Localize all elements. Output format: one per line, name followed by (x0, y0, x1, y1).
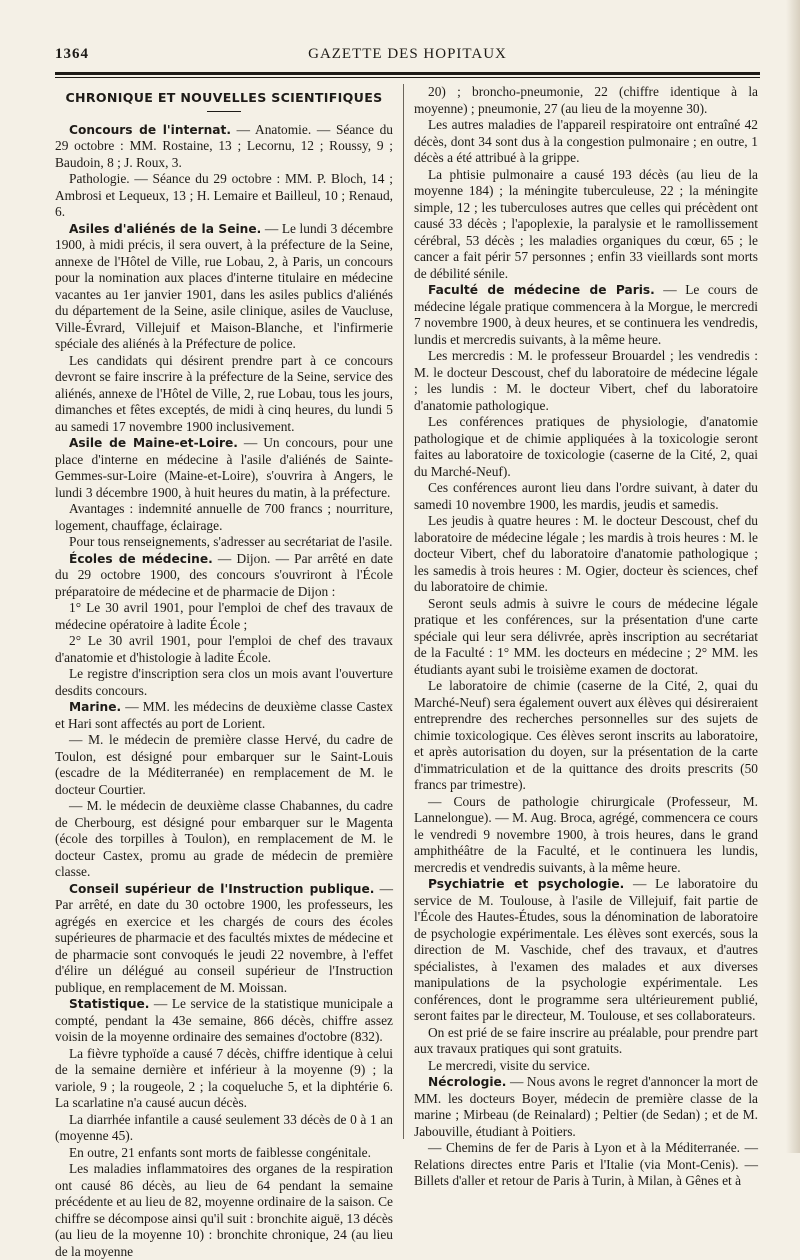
article-paragraph (414, 167, 758, 283)
article-text: — Le lundi 3 décembre 1900, à midi précis, il sera ouvert, à la préfecture de la Seine, annexe de l'Hôtel de Ville, rue Lobau, 2, à Paris, un concours pour la nomination aux places d'interne titulaire en médecine vacantes au 1er janvier 1901, dans les asiles publics d'aliénés du département de la Seine, asile clinique, asiles de Vaucluse, Ville-Évrard, Villejuif et Maison-Blanche, et l'infirmerie spéciale des aliénés à la Préfecture de police. (55, 220, 394, 351)
article-paragraph (55, 501, 393, 534)
article-paragraph (55, 633, 393, 666)
article-paragraph (55, 551, 393, 601)
article-text: Les autres maladies de l'appareil respiratoire ont entraîné 42 décès, dont 34 sont dus à la congestion pulmonaire ; en outre, 1 décès a été attribué à la grippe. (414, 117, 758, 165)
article-heading: Concours de l'internat. (69, 122, 231, 137)
article-text: Les jeudis à quatre heures : M. le docteur Descoust, chef du laboratoire de médecine légale ; les mardis à trois heures : M. le docteur Vibert, chef du laboratoire d'anatomie pathologique ; les samedis à trois heures : M. Ogier, docteur ès sciences, chef du laboratoire de chimie. (414, 513, 758, 594)
left-column (55, 84, 394, 1259)
article-heading: Nécrologie. (428, 1075, 507, 1089)
journal-title: GAZETTE DES HOPITAUX (308, 46, 507, 62)
section-title: CHRONIQUE ET NOUVELLES SCIENTIFIQUES (65, 90, 383, 105)
article-paragraph (414, 117, 758, 167)
article-heading: Faculté de médecine de Paris. (428, 283, 655, 297)
article-paragraph (55, 699, 393, 732)
column-divider (403, 84, 404, 1139)
article-paragraph (55, 881, 393, 997)
article-heading: Écoles de médecine. (69, 551, 213, 566)
article-text: Ces conférences auront lieu dans l'ordre suivant, à dater du samedi 10 novembre 1900, les mardis, jeudis et samedis. (414, 480, 758, 512)
article-heading: Asile de Maine-et-Loire. (69, 436, 238, 450)
article-text: La fièvre typhoïde a causé 7 décès, chiffre identique à celui de la semaine dernière et inférieur à la moyenne (9) ; la variole, 9 ; la rougeole, 2 ; la coqueluche 5, et la diphtérie 6. La scarlatine n'a causé aucun décès. (55, 1045, 393, 1110)
article-paragraph (414, 1025, 758, 1058)
article-text: — Nous avons le regret d'annoncer la mort de MM. les docteurs Boyer, médecin de première classe de la marine ; Mirbeau (de Reinalard) ; Peltier (de Sedan) ; et de M. Jabouville, étudiant à Poitiers. (414, 1074, 758, 1139)
article-heading: Marine. (69, 700, 122, 714)
article-text: Les conférences pratiques de physiologie, d'anatomie pathologique et de chimie appliquées à la toxicologie seront faites au laboratoire de toxicologie (caserne de la Cité, 2, quai du Marché-Neuf). (414, 414, 758, 479)
article-text: On est prié de se faire inscrire au préalable, pour prendre part aux travaux pratiques qui sont gratuits. (414, 1024, 758, 1056)
article-text: Le registre d'inscription sera clos un mois avant l'ouverture desdits concours. (55, 666, 393, 698)
article-text: — Cours de pathologie chirurgicale (Professeur, M. Lannelongue). — M. Aug. Broca, agrégé, commencera ce cours le vendredi 9 novembre 1900, à trois heures, dans le grand amphithéâtre de la Faculté, et le continuera les lundis, mercredis et vendredis suivants, à la même heure. (414, 793, 758, 875)
article-heading: Psychiatrie et psychologie. (428, 877, 625, 891)
article-text: — Un concours, pour une place d'interne en médecine à l'asile d'aliénés de Sainte-Gemmes-sur-Loire (Maine-et-Loire), s'ouvrira à Angers, le lundi 3 décembre 1900, à huit heures du matin, à la préfecture. (55, 435, 394, 500)
article-paragraph (414, 84, 758, 117)
page-number: 1364 (55, 46, 89, 62)
article-paragraph (55, 732, 393, 798)
article-text: Avantages : indemnité annuelle de 700 francs ; nourriture, logement, chauffage, éclairage. (55, 501, 393, 533)
article-paragraph (55, 1046, 393, 1112)
article-paragraph (55, 666, 393, 699)
article-paragraph (414, 794, 758, 877)
article-paragraph (414, 348, 758, 414)
article-paragraph (55, 122, 393, 172)
article-text: — Chemins de fer de Paris à Lyon et à la Méditerranée. — Relations directes entre Paris et l'Italie (via Mont-Cenis). — Billets d'aller et retour de Paris à Turin, à Milan, à Gênes et à (414, 1140, 758, 1188)
article-heading: Statistique. (69, 997, 150, 1011)
article-heading: Conseil supérieur de l'Instruction publique. (69, 881, 375, 896)
article-text: Le laboratoire de chimie (caserne de la Cité, 2, quai du Marché-Neuf) sera également ouvert aux élèves qui désireraient entreprendre des recherches personnelles sur des sujets de chimie toxicologique. Ces élèves seront inscrits au laboratoire, et après autorisation du doyen, sur la présentation de la carte d'immatriculation et de la quittance des droits prescrits (50 francs par trimestre). (414, 678, 758, 792)
article-text: 1° Le 30 avril 1901, pour l'emploi de chef des travaux de médecine opératoire à ladite École ; (55, 600, 393, 632)
article-text: La phtisie pulmonaire a causé 193 décès (au lieu de la moyenne 184) ; la méningite tuberculeuse, 22 ; la méningite simple, 12 ; les tuberculoses autres que celles qui précèdent ont causé 33 décès ; l'apoplexie, la paralysie et le ramollissement cérébral, 53 décès ; les maladies organiques du cœur, 65 ; le cancer a fait périr 57 personnes ; enfin 33 vieillards sont morts de débilité sénile. (414, 166, 758, 281)
article-paragraph (55, 435, 393, 501)
article-paragraph (414, 282, 758, 348)
article-text: — Anatomie. — Séance du 29 octobre : MM. Rostaine, 13 ; Lecornu, 12 ; Roussy, 9 ; Baudoin, 8 ; J. Roux, 3. (55, 121, 393, 170)
article-paragraph (55, 798, 393, 881)
article-text: Les mercredis : M. le professeur Brouardel ; les vendredis : M. le docteur Descoust, chef du laboratoire de médecine légale ; les lundis : M. le docteur Vibert, chef du laboratoire d'anatomie pathologique. (414, 348, 758, 413)
article-paragraph (55, 1112, 393, 1145)
section-title-rule (207, 111, 241, 112)
article-paragraph (55, 221, 393, 353)
article-text: — M. le médecin de deuxième classe Chabannes, du cadre de Cherbourg, est désigné pour embarquer sur le Magenta (école des torpilles à Toulon), en remplacement de M. le docteur Castex, promu au grade de médecin de première classe. (55, 798, 393, 879)
article-text: 2° Le 30 avril 1901, pour l'emploi de chef des travaux d'anatomie et d'histologie à ladite École. (55, 633, 393, 665)
article-paragraph (414, 480, 758, 513)
article-paragraph (414, 1058, 758, 1075)
article-paragraph (414, 876, 758, 1025)
article-text: — M. le médecin de première classe Hervé, du cadre de Toulon, est désigné pour embarquer sur le Saint-Louis (escadre de la Méditerranée) en remplacement de M. le docteur Courtier. (55, 732, 393, 797)
article-paragraph (414, 1074, 758, 1140)
article-text: Seront seuls admis à suivre le cours de médecine légale pratique et les conférences, sur la présentation d'une carte spéciale qui leur sera délivrée, après inscription au secrétariat de la Faculté : 1° MM. les docteurs en médecine ; 2° MM. les étudiants ayant subi le troisième examen de doctorat. (414, 595, 758, 677)
article-paragraph (414, 1140, 758, 1190)
article-text: — Le cours de médecine légale pratique commencera à la Morgue, le mercredi 7 novembre 1900, à deux heures, et se continuera les vendredis, lundis et mercredis suivants, à la même heure. (414, 282, 758, 347)
article-paragraph (55, 1145, 393, 1162)
article-text: Pour tous renseignements, s'adresser au secrétariat de l'asile. (69, 534, 393, 549)
article-text: En outre, 21 enfants sont morts de faiblesse congénitale. (69, 1144, 371, 1160)
article-paragraph (55, 353, 393, 436)
article-paragraph (55, 1161, 393, 1260)
right-column (414, 84, 759, 1188)
article-paragraph (414, 596, 758, 679)
article-text: Les candidats qui désirent prendre part à ce concours devront se faire inscrire à la préfecture de la Seine, service des aliénés, annexe de l'Hôtel de Ville, 2, rue Lobau, tous les jours, dimanches et fêtes exceptés, de midi à cinq heures, du lundi 5 au samedi 17 novembre 1900 inclusivement. (55, 352, 393, 434)
article-text: Pathologie. — Séance du 29 octobre : MM. P. Bloch, 14 ; Ambrosi et Lequeux, 13 ; H. Lemaire et Bailleul, 10 ; Renaud, 6. (55, 171, 393, 219)
article-heading: Asiles d'aliénés de la Seine. (69, 221, 262, 236)
article-text: — Par arrêté, en date du 30 octobre 1900, les professeurs, les agrégés en exercice et les chargés de cours des écoles supérieures de pharmacie et des facultés mixtes de médecine et de pharmacie sont convoqués le jeudi 22 novembre, à l'effet d'élire un délégué au conseil supérieur de l'Instruction publique, en remplacement de M. Moissan. (55, 880, 393, 995)
header-rule-thick (55, 72, 760, 75)
article-text: — Le service de la statistique municipale a compté, pendant la 43e semaine, 866 décès, chiffre assez voisin de la moyenne ordinaire des semaines d'octobre (832). (55, 996, 393, 1044)
article-paragraph (55, 996, 393, 1046)
article-text: La diarrhée infantile a causé seulement 33 décès de 0 à 1 an (moyenne 45). (55, 1111, 393, 1143)
header-rule-thin (55, 77, 760, 78)
article-paragraph (414, 414, 758, 480)
article-text: Le mercredi, visite du service. (428, 1057, 591, 1073)
article-paragraph (55, 171, 393, 221)
article-text: Les maladies inflammatoires des organes de la respiration ont causé 86 décès, au lieu de 64 pendant la semaine précédente et au lieu de 82, moyenne ordinaire de la saison. Ce chiffre se décompose ainsi qu'il suit : bronchite aiguë, 13 décès (au lieu de la moyenne 10) : bronchite chronique, 24 (au lieu de la moyenne (55, 1161, 393, 1259)
article-text: — MM. les médecins de deuxième classe Castex et Hari sont affectés au port de Lorient. (55, 699, 393, 731)
article-paragraph (414, 513, 758, 596)
article-paragraph (414, 678, 758, 794)
article-text: — Le laboratoire du service de M. Toulouse, à l'asile de Villejuif, fait partie de l'École des Hautes-Études, sous la dénomination de laboratoire de psychologie expérimentale. Les élèves sont exercés, sous la direction de M. Vaschide, chef des travaux, et d'autres spécialistes, à l'examen des malades et aux diverses manipulations de la psychologie expérimentale. Les conférences, dont le programme sera ultérieurement publié, seront faites par le directeur, M. Toulouse, et ses collaborateurs. (414, 876, 759, 1023)
article-text: — Dijon. — Par arrêté en date du 29 octobre 1900, des concours s'ouvriront à l'École préparatoire de médecine et de pharmacie de Dijon : (55, 550, 394, 599)
article-text: 20) ; broncho-pneumonie, 22 (chiffre identique à la moyenne) ; pneumonie, 27 (au lieu de la moyenne 30). (414, 84, 758, 116)
page-header (55, 44, 760, 66)
page-edge (786, 0, 800, 1153)
article-paragraph (55, 600, 393, 633)
article-paragraph (55, 534, 393, 551)
